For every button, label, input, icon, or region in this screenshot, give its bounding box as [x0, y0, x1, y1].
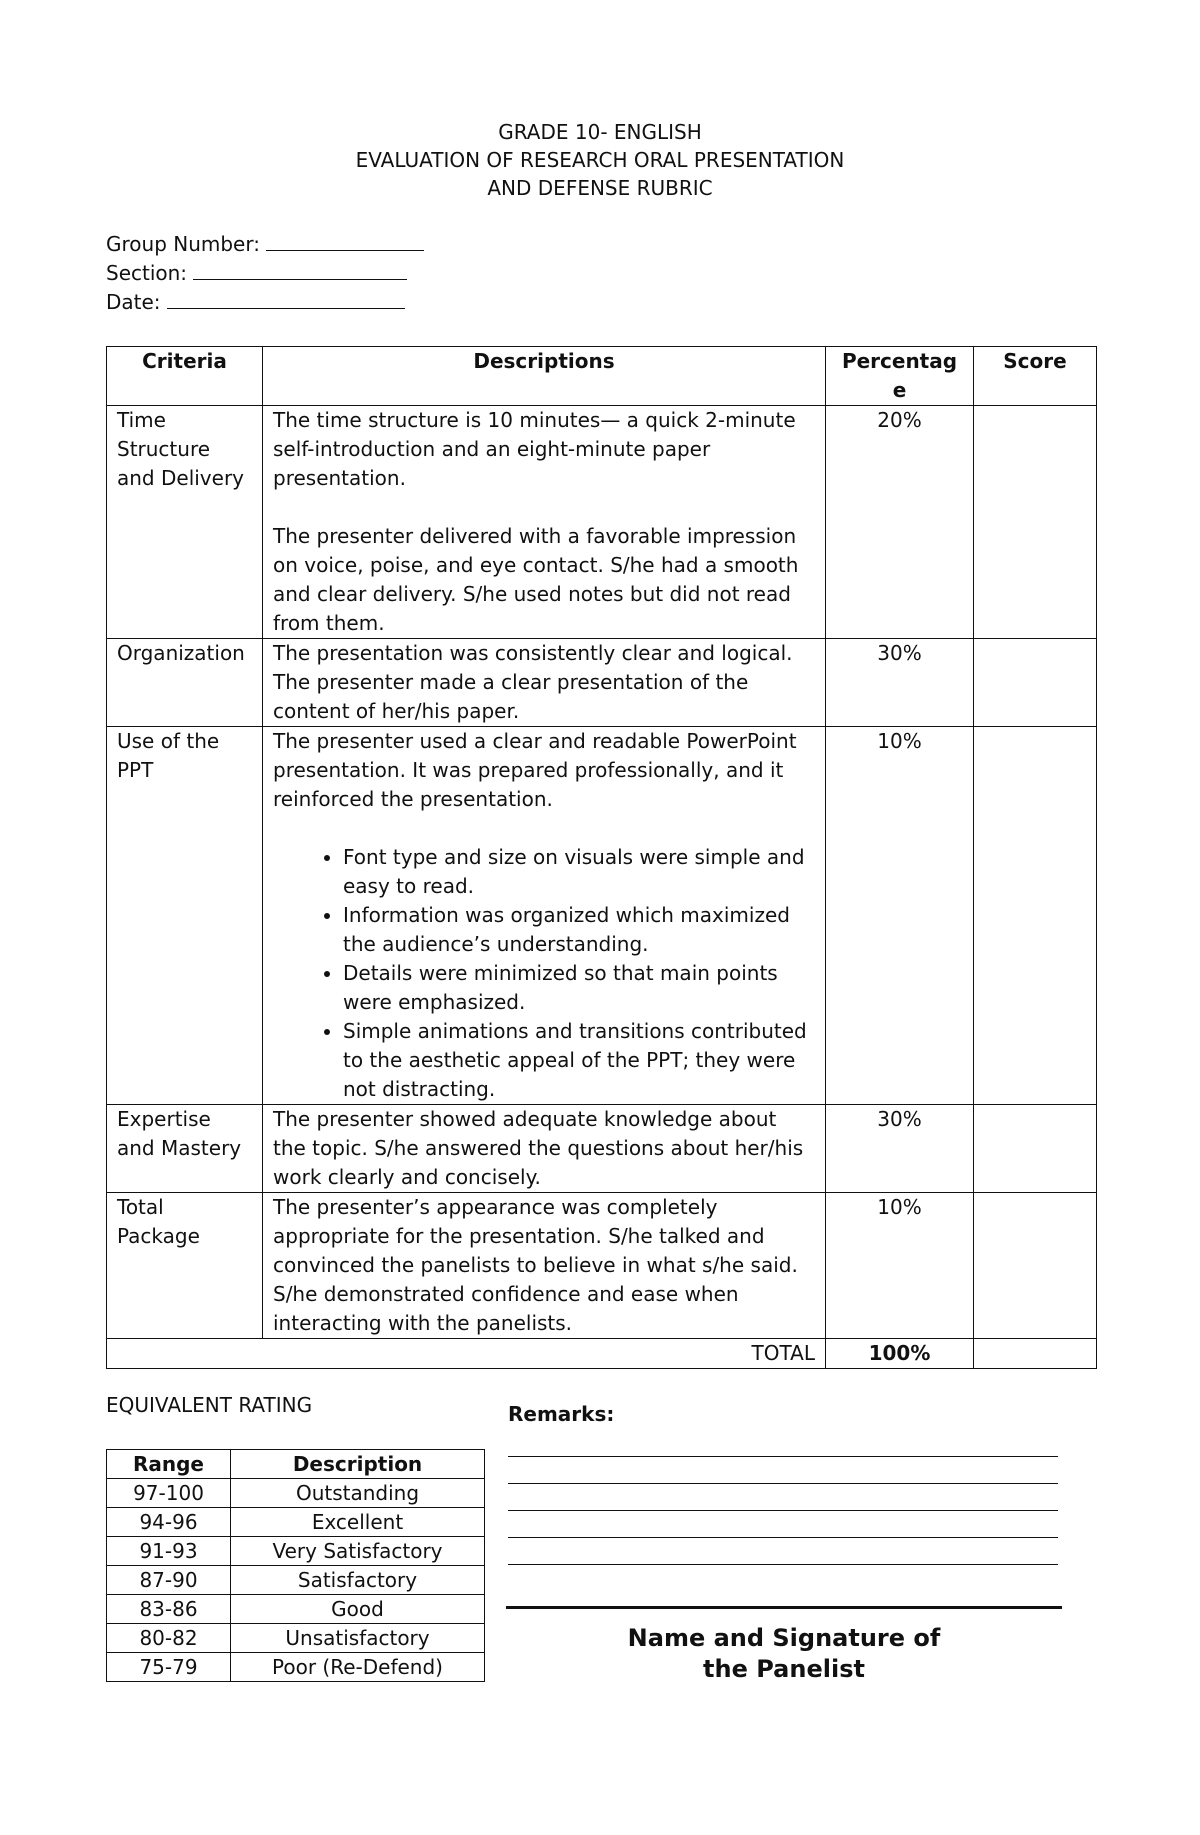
- rubric-header-row: [107, 347, 1097, 406]
- remarks-line[interactable]: [508, 1537, 1058, 1538]
- rating-cell: Poor (Re-Defend): [231, 1653, 485, 1682]
- info-fields: [106, 230, 424, 317]
- equivalent-rating-table: [106, 1449, 485, 1682]
- description-paragraph: The presenter showed adequate knowledge about the topic. S/he answered the questions about her/his work clearly and concisely.: [273, 1107, 804, 1189]
- section-blank: [193, 259, 407, 280]
- group-number-label: Group Number:: [106, 232, 260, 256]
- list-item: • Details were minimized so that main points were emphasized.: [343, 959, 815, 1017]
- ppt-criteria-list: [273, 843, 815, 1104]
- percentage-cell: 10%: [826, 727, 974, 1105]
- score-cell[interactable]: [974, 1105, 1097, 1193]
- remarks-line[interactable]: [508, 1456, 1058, 1457]
- rating-header-row: [107, 1450, 485, 1479]
- range-cell: 83-86: [107, 1595, 231, 1624]
- percentage-cell: 20%: [826, 406, 974, 639]
- range-cell: 80-82: [107, 1624, 231, 1653]
- criteria-cell: Organization: [107, 639, 263, 727]
- table-row: [107, 1624, 485, 1653]
- range-cell: 94-96: [107, 1508, 231, 1537]
- range-cell: 75-79: [107, 1653, 231, 1682]
- percentage-cell: 10%: [826, 1193, 974, 1339]
- group-number-blank: [266, 230, 424, 251]
- document-header: [0, 118, 1200, 202]
- criteria-cell: Time Structure and Delivery: [107, 406, 263, 639]
- range-cell: 97-100: [107, 1479, 231, 1508]
- rating-cell: Unsatisfactory: [231, 1624, 485, 1653]
- table-row: [107, 1508, 485, 1537]
- list-item: • Font type and size on visuals were simple and easy to read.: [343, 843, 815, 901]
- total-label: TOTAL: [107, 1339, 826, 1369]
- description-paragraph: The presenter used a clear and readable PowerPoint presentation. It was prepared professionally, and it reinforced the presentation.: [273, 729, 797, 811]
- date-blank: [167, 288, 405, 309]
- signature-label-line1: Name and Signature of: [627, 1624, 941, 1652]
- date-label: Date:: [106, 290, 161, 314]
- description-cell: [263, 727, 826, 1105]
- signature-label-line2: the Panelist: [703, 1655, 865, 1683]
- table-row: [107, 1479, 485, 1508]
- description-paragraph: The presenter delivered with a favorable impression on voice, poise, and eye contact. S/he had a smooth and clear delivery. S/he used notes but did not read from them.: [273, 524, 799, 635]
- percentage-cell: 30%: [826, 1105, 974, 1193]
- description-paragraph: The time structure is 10 minutes— a quick 2-minute self-introduction and an eight-minute paper presentation.: [273, 408, 796, 490]
- criteria-cell: Use of the PPT: [107, 727, 263, 1105]
- range-cell: 91-93: [107, 1537, 231, 1566]
- score-cell[interactable]: [974, 406, 1097, 639]
- score-cell[interactable]: [974, 1193, 1097, 1339]
- table-row: [107, 406, 1097, 639]
- rubric-table: [106, 346, 1097, 1369]
- remarks-title: Remarks:: [508, 1402, 615, 1426]
- rating-cell: Very Satisfactory: [231, 1537, 485, 1566]
- description-cell: [263, 1193, 826, 1339]
- header-subtitle: AND DEFENSE RUBRIC: [487, 176, 713, 200]
- remarks-line[interactable]: [508, 1510, 1058, 1511]
- description-paragraph: The presenter’s appearance was completely appropriate for the presentation. S/he talked and convinced the panelists to believe in what s/he said. S/he demonstrated confidence and ease when interacting with the panelists.: [273, 1195, 798, 1335]
- percentage-header: Percentage: [826, 347, 974, 406]
- table-row: [107, 1595, 485, 1624]
- date-field: [106, 288, 424, 317]
- group-number-field: [106, 230, 424, 259]
- section-label: Section:: [106, 261, 188, 285]
- rating-description-header: Description: [231, 1450, 485, 1479]
- descriptions-header: Descriptions: [263, 347, 826, 406]
- score-cell[interactable]: [974, 727, 1097, 1105]
- equivalent-rating-title: EQUIVALENT RATING: [106, 1393, 313, 1417]
- rating-cell: Outstanding: [231, 1479, 485, 1508]
- score-cell[interactable]: [974, 639, 1097, 727]
- total-percentage: 100%: [826, 1339, 974, 1369]
- signature-label: [506, 1623, 1062, 1685]
- criteria-cell: Total Package: [107, 1193, 263, 1339]
- range-header: Range: [107, 1450, 231, 1479]
- criteria-header: Criteria: [107, 347, 263, 406]
- description-cell: [263, 1105, 826, 1193]
- table-row: [107, 1537, 485, 1566]
- remarks-line[interactable]: [508, 1564, 1058, 1565]
- rating-cell: Excellent: [231, 1508, 485, 1537]
- table-row: [107, 1105, 1097, 1193]
- score-header: Score: [974, 347, 1097, 406]
- total-row: [107, 1339, 1097, 1369]
- rating-cell: Satisfactory: [231, 1566, 485, 1595]
- header-grade: GRADE 10- ENGLISH: [498, 120, 702, 144]
- header-title: EVALUATION OF RESEARCH ORAL PRESENTATION: [355, 148, 845, 172]
- description-paragraph: The presentation was consistently clear and logical. The presenter made a clear presentation of the content of her/his paper.: [273, 641, 793, 723]
- table-row: [107, 1566, 485, 1595]
- list-item: • Simple animations and transitions contributed to the aesthetic appeal of the PPT; they were not distracting.: [343, 1017, 815, 1104]
- percentage-cell: 30%: [826, 639, 974, 727]
- remarks-line[interactable]: [508, 1483, 1058, 1484]
- table-row: [107, 639, 1097, 727]
- signature-line[interactable]: [506, 1606, 1062, 1609]
- criteria-cell: Expertise and Mastery: [107, 1105, 263, 1193]
- table-row: [107, 727, 1097, 1105]
- total-score-cell[interactable]: [974, 1339, 1097, 1369]
- list-item: • Information was organized which maximized the audience’s understanding.: [343, 901, 815, 959]
- section-field: [106, 259, 424, 288]
- table-row: [107, 1653, 485, 1682]
- range-cell: 87-90: [107, 1566, 231, 1595]
- description-cell: [263, 639, 826, 727]
- table-row: [107, 1193, 1097, 1339]
- description-cell: [263, 406, 826, 639]
- rating-cell: Good: [231, 1595, 485, 1624]
